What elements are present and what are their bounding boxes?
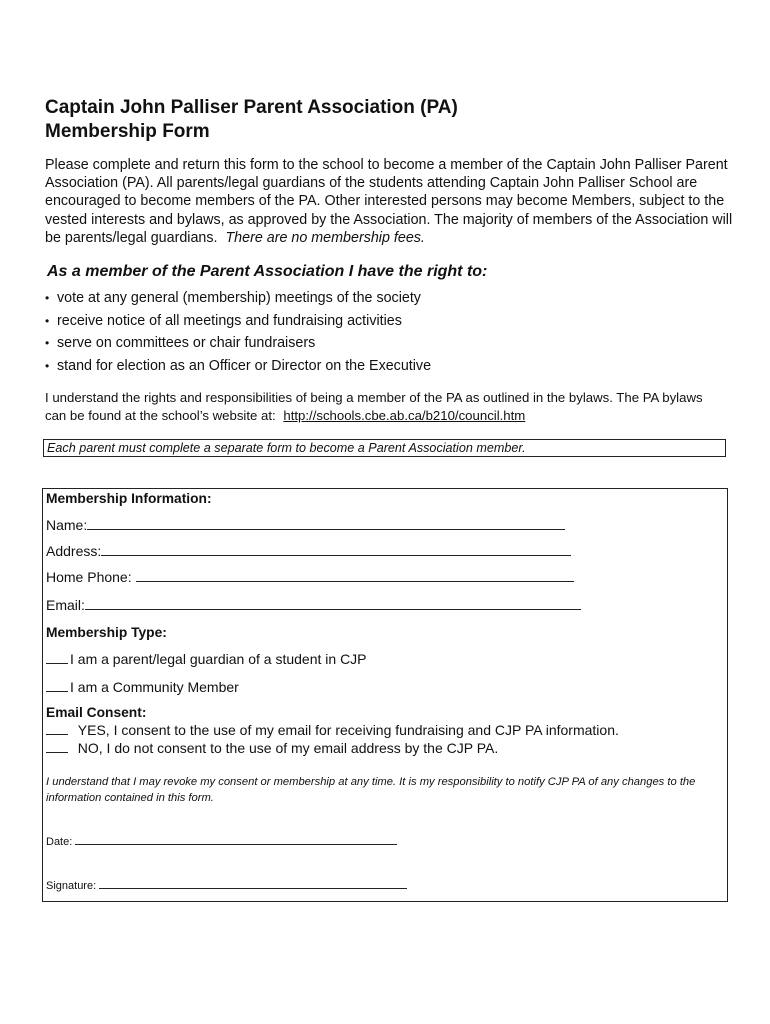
consent-no-option[interactable] (46, 740, 498, 756)
intro-text: Please complete and return this form to the school to become a member of the Captain John Palliser Parent Association (PA). All parents/legal guardians of the students attending Captain John Palliser School are encouraged to become members of the PA. Other interested persons may become Members, subject to the vested interests and bylaws, as approved by the Association. The majority of members of the Association will be parents/legal guardians. (45, 157, 733, 246)
address-label: Address: (46, 543, 102, 559)
signature-label: Signature: (46, 880, 100, 892)
type-community-option[interactable] (46, 679, 239, 695)
name-label: Name: (46, 517, 88, 533)
email-label: Email: (46, 597, 85, 613)
type-parent-option[interactable] (46, 651, 367, 667)
membership-info-heading: Membership Information: (46, 491, 212, 506)
rights-item: • serve on committees or chair fundraisers (45, 332, 725, 355)
bylaws-text: I understand the rights and responsibilities of being a member of the PA as outlined in the bylaws. The PA bylaws can be found at the school’s website at: (45, 390, 703, 423)
membership-form-box (42, 488, 728, 902)
rights-item: • receive notice of all meetings and fundraising activities (45, 310, 725, 333)
home-phone-line[interactable] (136, 569, 574, 582)
signature-line[interactable] (99, 879, 407, 889)
type-community-blank[interactable] (46, 680, 68, 692)
type-community-label: I am a Community Member (70, 679, 239, 695)
bylaws-link[interactable]: http://schools.cbe.ab.ca/b210/council.htm (283, 407, 526, 423)
home-phone-label: Home Phone: (46, 569, 136, 585)
rights-item: • stand for election as an Officer or Director on the Executive (45, 355, 725, 378)
intro-paragraph (45, 156, 735, 247)
type-parent-label: I am a parent/legal guardian of a student in CJP (70, 651, 367, 667)
title-line-2: Membership Form (45, 121, 210, 142)
consent-yes-option[interactable] (46, 722, 619, 738)
address-field[interactable] (46, 543, 571, 559)
date-field[interactable] (46, 835, 397, 848)
bylaws-paragraph (45, 389, 725, 424)
no-fees-note: There are no membership fees. (225, 229, 425, 246)
rights-heading: As a member of the Parent Association I have the right to: (47, 263, 488, 280)
form-title (45, 96, 725, 144)
email-line[interactable] (85, 597, 581, 610)
email-field[interactable] (46, 597, 581, 613)
rights-list (45, 287, 725, 377)
home-phone-field[interactable] (46, 569, 574, 585)
consent-yes-blank[interactable] (46, 723, 68, 735)
membership-type-heading: Membership Type: (46, 625, 167, 640)
address-line[interactable] (101, 543, 571, 556)
date-line[interactable] (75, 835, 397, 845)
date-label: Date: (46, 836, 76, 848)
title-line-1: Captain John Palliser Parent Association (PA) (45, 97, 458, 118)
bullet-icon: • (45, 336, 50, 351)
consent-no-label: NO, I do not consent to the use of my email address by the CJP PA. (77, 740, 499, 756)
revoke-consent-text: I understand that I may revoke my consent or membership at any time. It is my responsibility to notify CJP PA of any changes to the information contained in this form. (46, 776, 696, 804)
rights-item: • vote at any general (membership) meetings of the society (45, 287, 725, 310)
consent-no-blank[interactable] (46, 741, 68, 753)
name-field[interactable] (46, 517, 565, 533)
bullet-icon: • (45, 313, 50, 328)
email-consent-heading: Email Consent: (46, 705, 147, 720)
type-parent-blank[interactable] (46, 652, 68, 664)
bullet-icon: • (45, 358, 50, 373)
consent-yes-label: YES, I consent to the use of my email for receiving fundraising and CJP PA information. (77, 722, 619, 738)
name-line[interactable] (87, 517, 565, 530)
separate-form-notice: Each parent must complete a separate form to become a Parent Association member. (43, 439, 726, 457)
bullet-icon: • (45, 291, 50, 305)
signature-field[interactable] (46, 879, 407, 892)
